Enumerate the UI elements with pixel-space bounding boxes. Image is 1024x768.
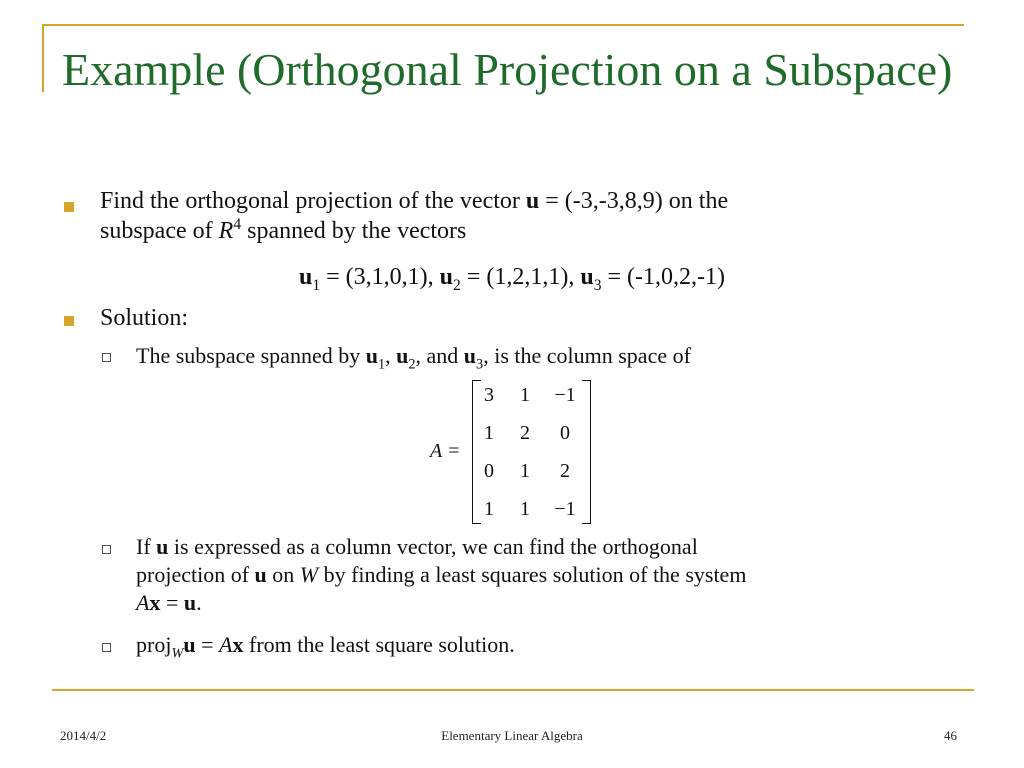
- matrix-A: [430, 378, 600, 526]
- matrix-cell: 2: [560, 460, 570, 482]
- vector-value: = (3,1,0,1),: [320, 264, 440, 290]
- bullet-text: subspace of: [100, 218, 219, 244]
- vector-u3: u: [463, 343, 477, 368]
- vector-u: u: [254, 562, 267, 587]
- matrix-cell: 2: [520, 422, 530, 444]
- matrix-A-symbol: A: [219, 632, 233, 657]
- sub-text: If: [136, 534, 157, 559]
- vector-u: u: [156, 534, 169, 559]
- spanning-vectors: [0, 262, 1024, 292]
- exponent: 4: [233, 216, 242, 233]
- sub-text: from the least square solution.: [243, 632, 515, 657]
- subscript: 1: [312, 276, 321, 294]
- subscript: 3: [593, 276, 602, 294]
- vector-u: u: [183, 632, 196, 657]
- subspace-W: W: [171, 645, 184, 662]
- matrix-label: A =: [430, 440, 461, 462]
- sub-text: projection of: [136, 562, 255, 587]
- bullet-solution: Solution:: [100, 305, 189, 331]
- footer-date: 2014/4/2: [60, 728, 107, 743]
- matrix-cell: 3: [484, 384, 494, 406]
- bullet-square-icon: [64, 316, 74, 326]
- left-rule: [42, 24, 44, 92]
- bullet-text: spanned by the vectors: [241, 218, 467, 244]
- sub-bullet-column-space: [136, 342, 976, 373]
- sub-text: ,: [385, 343, 397, 368]
- vector-u1: u: [298, 264, 313, 290]
- matrix-cell: 1: [520, 498, 530, 520]
- sub-text: , and: [415, 343, 464, 368]
- subscript: 1: [377, 356, 386, 373]
- footer-course: Elementary Linear Algebra: [441, 728, 583, 743]
- vector-x: x: [149, 590, 161, 615]
- matrix-cell: 0: [484, 460, 494, 482]
- matrix-cell: −1: [554, 384, 576, 406]
- bullet-square-icon: [64, 202, 74, 212]
- bottom-rule: [52, 689, 974, 691]
- vector-value: = (-1,0,2,-1): [601, 264, 726, 290]
- subscript: 3: [476, 356, 484, 373]
- space-R: R: [218, 218, 234, 244]
- matrix-cell: 1: [520, 384, 530, 406]
- sub-text: is expressed as a column vector, we can find the orthogonal: [168, 534, 698, 559]
- matrix-cell: 1: [520, 460, 530, 482]
- subscript: 2: [408, 356, 416, 373]
- footer-page-number: 46: [944, 728, 957, 743]
- subscript: 2: [453, 276, 461, 294]
- vector-u3: u: [580, 264, 594, 290]
- bullet-text: = (-3,-3,8,9) on the: [539, 188, 729, 214]
- sub-bullet-square-icon: [102, 545, 111, 554]
- right-bracket: [582, 380, 591, 524]
- sub-bullet-least-squares: [136, 533, 996, 617]
- sub-text: on: [266, 562, 300, 587]
- matrix-cell: 0: [560, 422, 570, 444]
- bullet-text: Find the orthogonal projection of the vector: [100, 188, 526, 214]
- vector-value: = (1,2,1,1),: [460, 264, 581, 290]
- vector-u: u: [183, 590, 197, 615]
- vector-u: u: [525, 188, 540, 214]
- sub-text: .: [196, 590, 202, 615]
- matrix-cell: 1: [484, 498, 494, 520]
- vector-x: x: [232, 632, 244, 657]
- sub-text: , is the column space of: [483, 343, 691, 368]
- subspace-W: W: [299, 562, 319, 587]
- bullet-find-projection: [100, 186, 980, 246]
- vector-u2: u: [439, 264, 454, 290]
- vector-u2: u: [396, 343, 409, 368]
- matrix-A-symbol: A: [136, 590, 150, 615]
- matrix-cell: −1: [554, 498, 576, 520]
- sub-bullet-square-icon: [102, 353, 111, 362]
- sub-text: =: [160, 590, 184, 615]
- sub-text: The subspace spanned by: [136, 343, 366, 368]
- vector-u1: u: [365, 343, 378, 368]
- sub-bullet-square-icon: [102, 643, 111, 652]
- proj-symbol: proj: [136, 632, 172, 657]
- sub-text: by finding a least squares solution of the system: [318, 562, 747, 587]
- slide-title: Example (Orthogonal Projection on a Subspace): [62, 44, 953, 95]
- top-rule: [42, 24, 964, 26]
- sub-bullet-projection-formula: [136, 631, 996, 662]
- matrix-cell: 1: [484, 422, 494, 444]
- sub-text: =: [195, 632, 220, 657]
